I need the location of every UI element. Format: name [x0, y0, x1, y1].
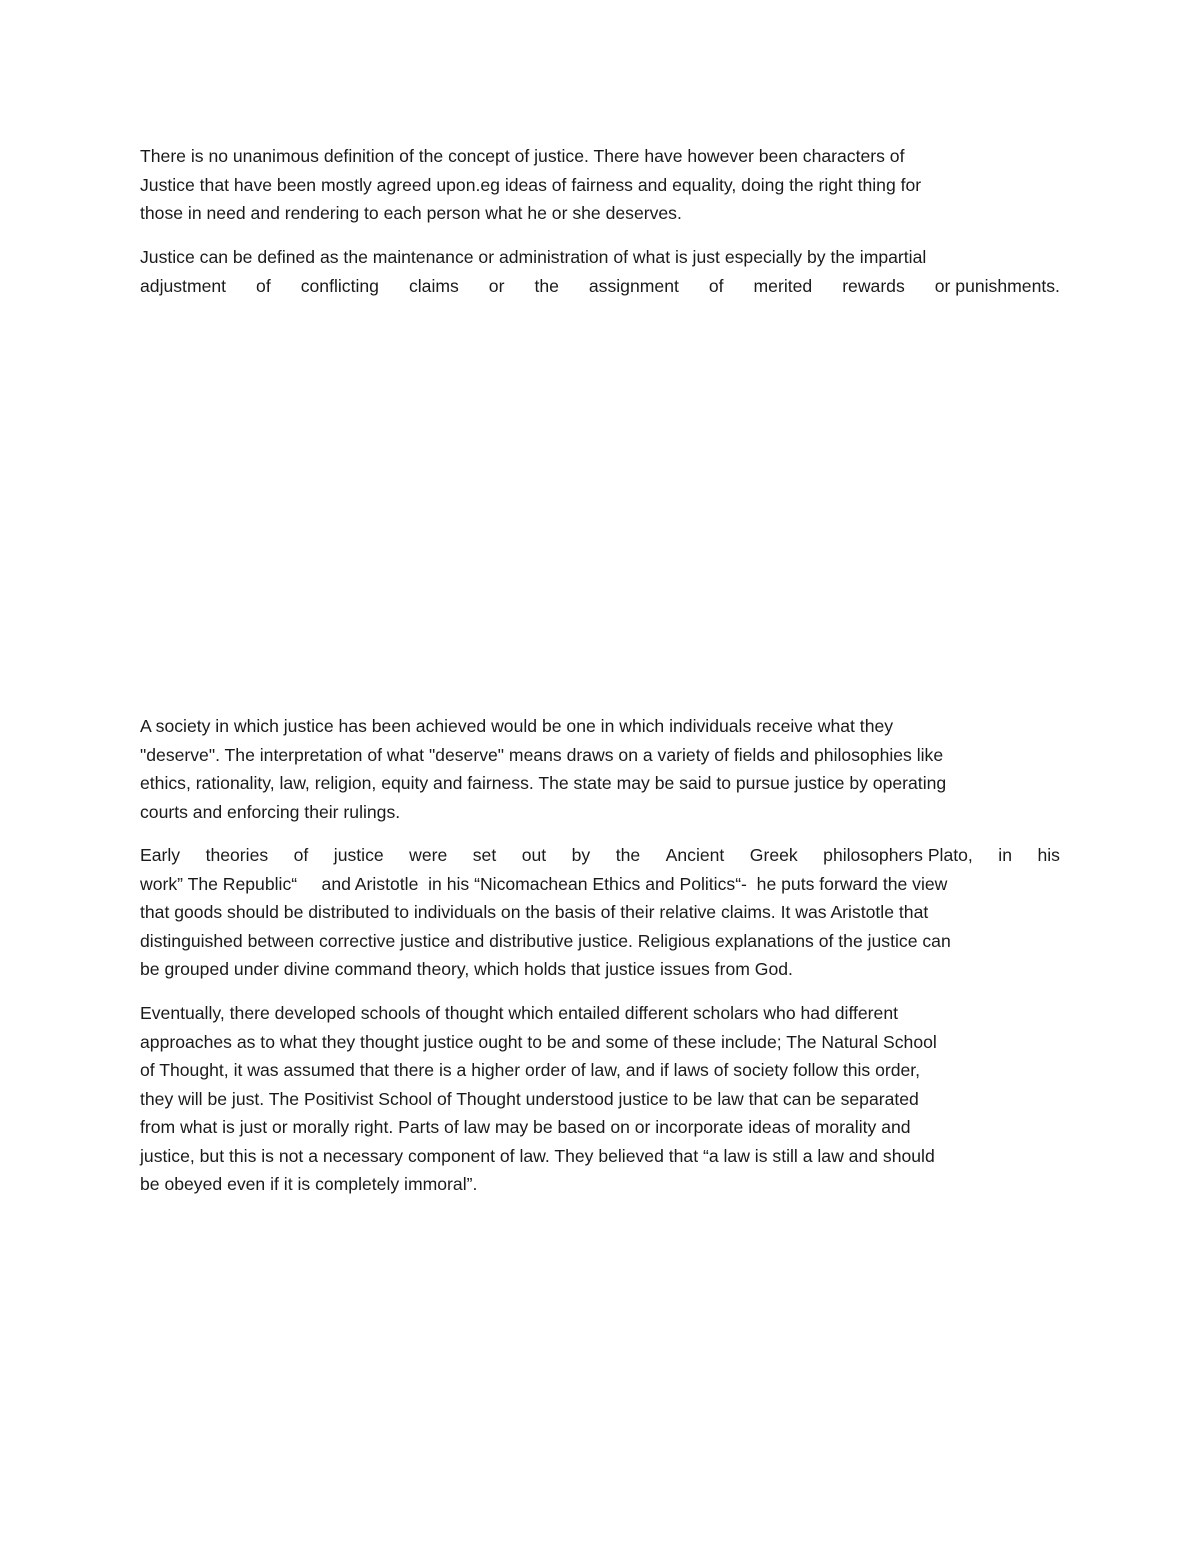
- text-line: that goods should be distributed to individuals on the basis of their relative claims. It was Aristotle that: [140, 902, 929, 922]
- word: or: [488, 275, 505, 296]
- word: the: [534, 275, 559, 296]
- word: by: [571, 845, 591, 865]
- paragraph-schools-of-thought: [140, 999, 1060, 1199]
- text-line: distinguished between corrective justice and distributive justice. Religious explanations of the justice can: [140, 930, 951, 951]
- word: rewards: [842, 275, 905, 296]
- justified-text-line: [140, 272, 1060, 301]
- text-line: ethics, rationality, law, religion, equity and fairness. The state may be said to pursue justice by operating: [140, 773, 947, 793]
- word: Greek: [749, 845, 798, 865]
- text-line: justice, but this is not a necessary component of law. They believed that “a law is still a law and should: [140, 1145, 935, 1166]
- word: justice: [333, 845, 384, 865]
- word: his: [1037, 845, 1060, 865]
- text-line: they will be just. The Positivist School of Thought understood justice to be law that can be separated: [140, 1088, 919, 1109]
- text-line: be grouped under divine command theory, which holds that justice issues from God.: [140, 959, 793, 979]
- word: assignment: [588, 275, 679, 296]
- word: of: [293, 845, 309, 865]
- word: philosophers Plato,: [823, 845, 973, 865]
- word: claims: [408, 275, 459, 296]
- text-line: A society in which justice has been achieved would be one in which individuals receive what they: [140, 716, 894, 736]
- word: merited: [753, 275, 813, 296]
- text-line: approaches as to what they thought justice ought to be and some of these include; The Natural School: [140, 1031, 937, 1052]
- word: in: [998, 845, 1012, 865]
- text-line: from what is just or morally right. Parts of law may be based on or incorporate ideas of morality and: [140, 1117, 911, 1137]
- text-line: courts and enforcing their rulings.: [140, 801, 401, 822]
- text-line: Justice can be defined as the maintenance or administration of what is just especially by the impartial: [140, 247, 927, 267]
- text-line: "deserve". The interpretation of what "deserve" means draws on a variety of fields and philosophies like: [140, 744, 944, 765]
- justified-text-line: [140, 841, 1060, 870]
- paragraph-society: [140, 712, 1060, 826]
- paragraph-definition: [140, 142, 1060, 228]
- word: Ancient: [665, 845, 725, 865]
- paragraph-justice-defined: [140, 243, 1060, 300]
- text-line: There is no unanimous definition of the concept of justice. There have however been characters of: [140, 146, 905, 166]
- text-line: of Thought, it was assumed that there is a higher order of law, and if laws of society follow this order,: [140, 1060, 921, 1080]
- text-line: be obeyed even if it is completely immoral”.: [140, 1174, 478, 1194]
- word: adjustment: [140, 275, 227, 296]
- text-line: Justice that have been mostly agreed upon.eg ideas of fairness and equality, doing the right thing for: [140, 174, 922, 195]
- paragraph-early-theories: [140, 841, 1060, 984]
- word: conflicting: [300, 275, 379, 296]
- word: the: [615, 845, 641, 865]
- word: or punishments.: [934, 275, 1060, 296]
- word: of: [256, 275, 271, 296]
- word: of: [708, 275, 724, 296]
- word: were: [409, 845, 448, 865]
- word: out: [521, 845, 547, 865]
- word: theories: [205, 845, 269, 865]
- text-line: those in need and rendering to each person what he or she deserves.: [140, 203, 682, 223]
- text-line: work” The Republic“ and Aristotle in his “Nicomachean Ethics and Politics“- he puts forward the view: [140, 873, 948, 894]
- word: set: [472, 845, 497, 865]
- word: Early: [140, 845, 181, 865]
- text-line: Eventually, there developed schools of thought which entailed different scholars who had different: [140, 1003, 898, 1023]
